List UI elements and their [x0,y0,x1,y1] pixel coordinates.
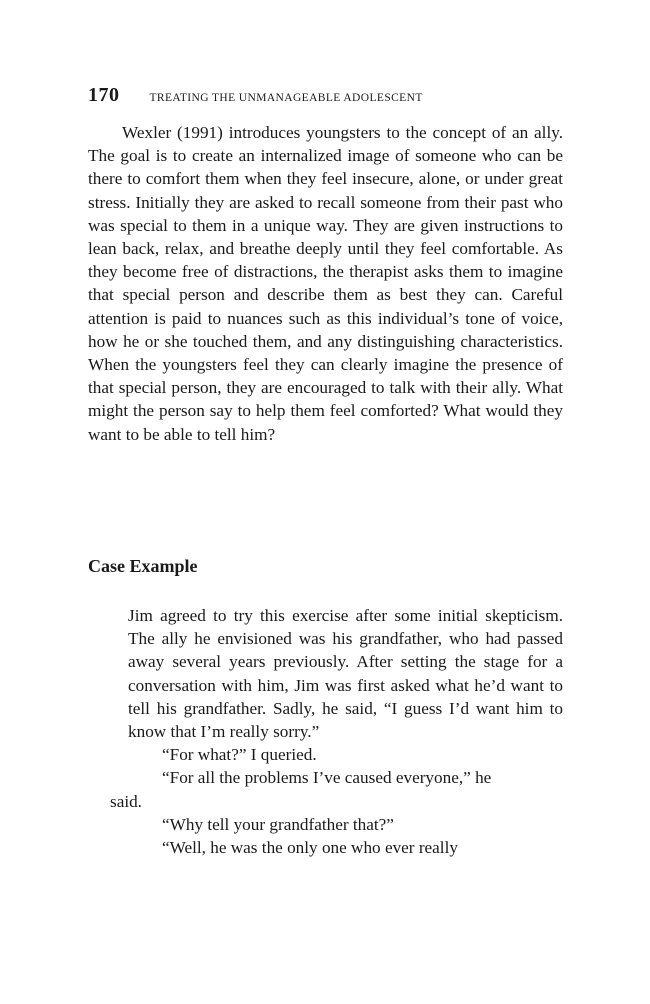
page-number: 170 [88,84,120,106]
dialog-line-2-continued: said. [110,791,142,811]
case-paragraph: Jim agreed to try this exercise after some initial skepticism. The ally he envisioned was his grandfather, who had passed away several years previously. After setting the stage for a conversation with him, Jim was first asked what he’d want to tell his grandfather. Sadly, he said, “I guess I’d want him to know that I’m really sorry.” [128,606,563,742]
running-title: TREATING THE UNMANAGEABLE ADOLESCENT [149,92,423,104]
dialog-line-2: “For all the problems I’ve caused everyone,” he [162,768,492,788]
dialog-line-4: “Well, he was the only one who ever really [162,838,458,858]
dialog-line-1: “For what?” I queried. [162,745,317,765]
section-heading: Case Example [88,556,198,576]
dialog-line-3: “Why tell your grandfather that?” [162,814,394,834]
case-example-extract [110,604,563,859]
running-head [88,84,423,108]
body-paragraph: Wexler (1991) introduces youngsters to the concept of an ally. The goal is to create an internalized image of someone who can be there to comfort them when they feel insecure, alone, or under great stress. Initially they are asked to recall someone from their past who was special to them in a unique way. They are given instructions to lean back, relax, and breathe deeply until they feel comfortable. As they become free of distractions, the therapist asks them to imagine that special person and describe them as best they can. Careful attention is paid to nuances such as this individual’s tone of voice, how he or she touched them, and any distinguishing characteristics. When the youngsters feel they can clearly imagine the presence of that special person, they are encouraged to talk with their ally. What might the person say to help them feel comforted? What would they want to be able to tell him? [88,123,563,444]
